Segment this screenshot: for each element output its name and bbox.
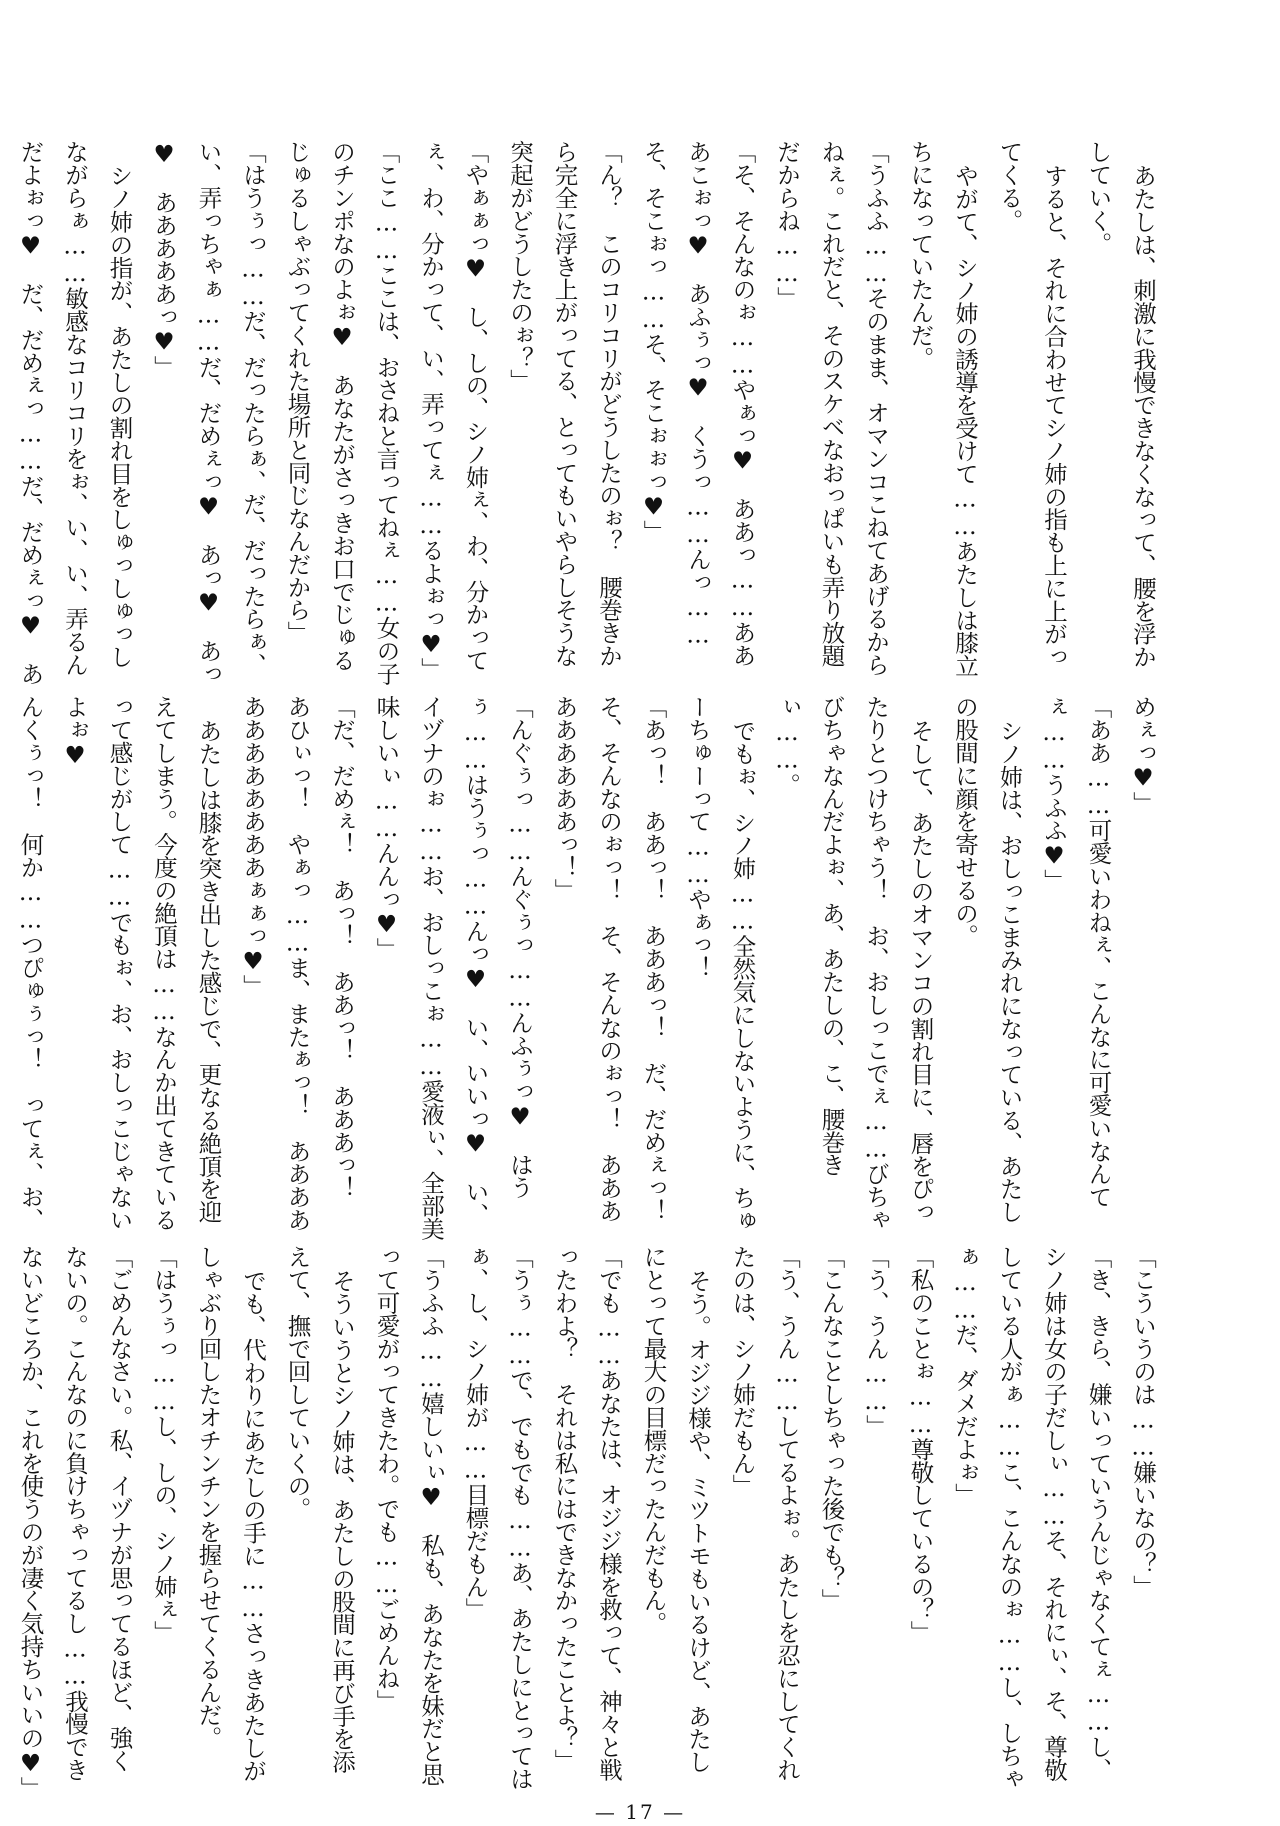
paragraph: 「はうぅっ……し、しの、シノ姉ぇ」 <box>150 1245 178 1644</box>
paragraph: 「はうぅっ……だ、だったらぁ、だ、だったらぁ、い、弄っちゃぁ……だ、だめぇっ♥ あっ♥ あっ♥ あああああっ♥」 <box>150 140 267 685</box>
paragraph: 「あっ！ ああっ！ あああっ！ だ、だめぇっ！ そ、そんなのぉっ！ そ、そんなのぉっ！ あああああああああっ！」 <box>550 695 668 1245</box>
paragraph: 「私のことぉ……尊敬しているの？」 <box>906 1245 935 1644</box>
paragraph: 「う、うん……してるよぉ。あたしを忍にしてくれたのは、シノ姉だもん」 <box>728 1245 801 1781</box>
paragraph: 「ごめんなさい。私、イヅナが思ってるほど、強くないの。こんなのに負けちゃってるし……我慢できないどころか、これを使うのが凄く気持ちいいの♥」 <box>16 1245 134 1800</box>
paragraph: シノ姉の指が、あたしの割れ目をしゅっしゅっしながらぁ……敏感なコリコリをぉ、い、い、弄るんだよぉっ♥ だ、だめぇっ……だ、だめぇっ♥ あ <box>16 140 134 685</box>
paragraph: そう。オジジ様や、ミツトモもいるけど、あたしにとって最大の目標だったんだもん。 <box>639 1245 712 1773</box>
paragraph: 「そ、そんなのぉ……やぁっ♥ ああっ……あああこぉっ♥ あふぅっ♥ くうっ……んっ……そ、そこぉっ……そ、そこぉぉっ♥」 <box>639 140 757 667</box>
paragraph: 「こういうのは……嫌いなの？」 <box>1129 1245 1157 1598</box>
text-tier-middle <box>16 695 1165 1245</box>
paragraph: でも、代わりにあたしの手に……さっきあたしがしゃぶり回したオチンチンを握らせてくるんだ。 <box>194 1245 267 1782</box>
paragraph: めぇっ♥」 <box>1129 695 1157 815</box>
paragraph: 「うふふ……嬉しいぃ♥ 私も、あなたを妹だと思って可愛がってきたわ。でも……ごめんね」 <box>372 1245 445 1786</box>
paragraph: 「うふふ……そのまま、オマンコこねてあげるからねぇ。これだと、そのスケベなおっぱいも弄り放題だからね……」 <box>773 140 890 676</box>
paragraph: 「き、きら、嫌いっていうんじゃなくてぇ……し、シノ姉は女の子だしぃ……そ、それにぃ、そ、尊敬している人がぁ……こ、こんなのぉ……し、しちゃぁ……だ、ダメだよぉ」 <box>951 1245 1113 1790</box>
paragraph: 「うぅ……で、でもでも……あ、あたしにとってはぁ、し、シノ姉が……目標だもん」 <box>461 1245 534 1790</box>
paragraph: 「んぐぅっ……んぐぅっ……んふぅっ♥ はうぅ……はうぅっ……んっ♥ い、いいっ♥ い、イヅナのぉ……お、おしっこぉ……愛液ぃ、全部美味しいぃ……んんっ♥」 <box>372 695 534 1240</box>
paragraph: 「だ、だめぇ！ あっ！ ああっ！ あああっ！ あひぃっ！ やぁっ……ま、またぁっ！ ああああああああああああぁぁっ♥」 <box>239 695 356 1231</box>
paragraph: んくぅっ！ 何か……つぴゅぅっ！ ってぇ、お、 <box>16 695 45 1231</box>
paragraph: あたしは膝を突き出した感じで、更なる絶頂を迎えてしまう。今度の絶頂は……なんか出てきているって感じがして……でもぉ、お、おしっこじゃないよぉ♥ <box>61 695 223 1231</box>
paragraph: 「う、うん……」 <box>862 1245 890 1438</box>
paragraph: 「ああ……可愛いわねぇ、こんなに可愛いなんてぇ……うふふ♥」 <box>1040 695 1113 1208</box>
paragraph: やがて、シノ姉の誘導を受けて……あたしは膝立ちになっていたんだ。 <box>906 140 979 677</box>
paragraph: 「でも……あなたは、オジジ様を救って、神々と戦ったわよ？ それは私にはできなかったことよ？」 <box>550 1245 623 1781</box>
paragraph: 「ん？ このコリコリがどうしたのぉ？ 腰巻きから完全に浮き上がってる、とってもいやらしそうな突起がどうしたのぉ？」 <box>506 140 623 667</box>
paragraph: そういうとシノ姉は、あたしの股間に再び手を添えて、撫で回していくの。 <box>283 1245 356 1773</box>
paragraph: すると、それに合わせてシノ姉の指も上に上がってくる。 <box>995 140 1068 668</box>
page-number: — 17 — <box>594 1800 686 1824</box>
paragraph: 「ここ……ここは、おさねと言ってねぇ……女の子のチンポなのよぉ♥ あなたがさっきお口でじゅるじゅるしゃぶってくれた場所と同じなんだから」 <box>283 140 401 685</box>
paragraph: そして、あたしのオマンコの割れ目に、唇をぴったりとつけちゃう！ お、おしっこでぇ……びちゃびちゃなんだよぉ、あ、あたしの、こ、腰巻きぃ……。 <box>773 695 935 1231</box>
paragraph: でもぉ、シノ姉……全然気にしないように、ちゅーちゅーって……やぁっ！ <box>684 695 757 1232</box>
paragraph: シノ姉は、おしっこまみれになっている、あたしの股間に顔を寄せるの。 <box>951 695 1024 1223</box>
text-tier-bottom <box>16 1245 1165 1800</box>
paragraph <box>0 1245 8 1790</box>
paragraph: 「やぁぁっ♥ し、しの、シノ姉ぇ、わ、分かってぇ、わ、分かって、い、弄ってぇ……るよぉっ♥」 <box>417 140 490 681</box>
text-tier-top <box>16 140 1165 685</box>
paragraph: 「こんなことしちゃった後でも？」 <box>817 1245 846 1612</box>
paragraph: あたしは、刺激に我慢できなくなって、腰を浮かしていく。 <box>1084 140 1157 668</box>
